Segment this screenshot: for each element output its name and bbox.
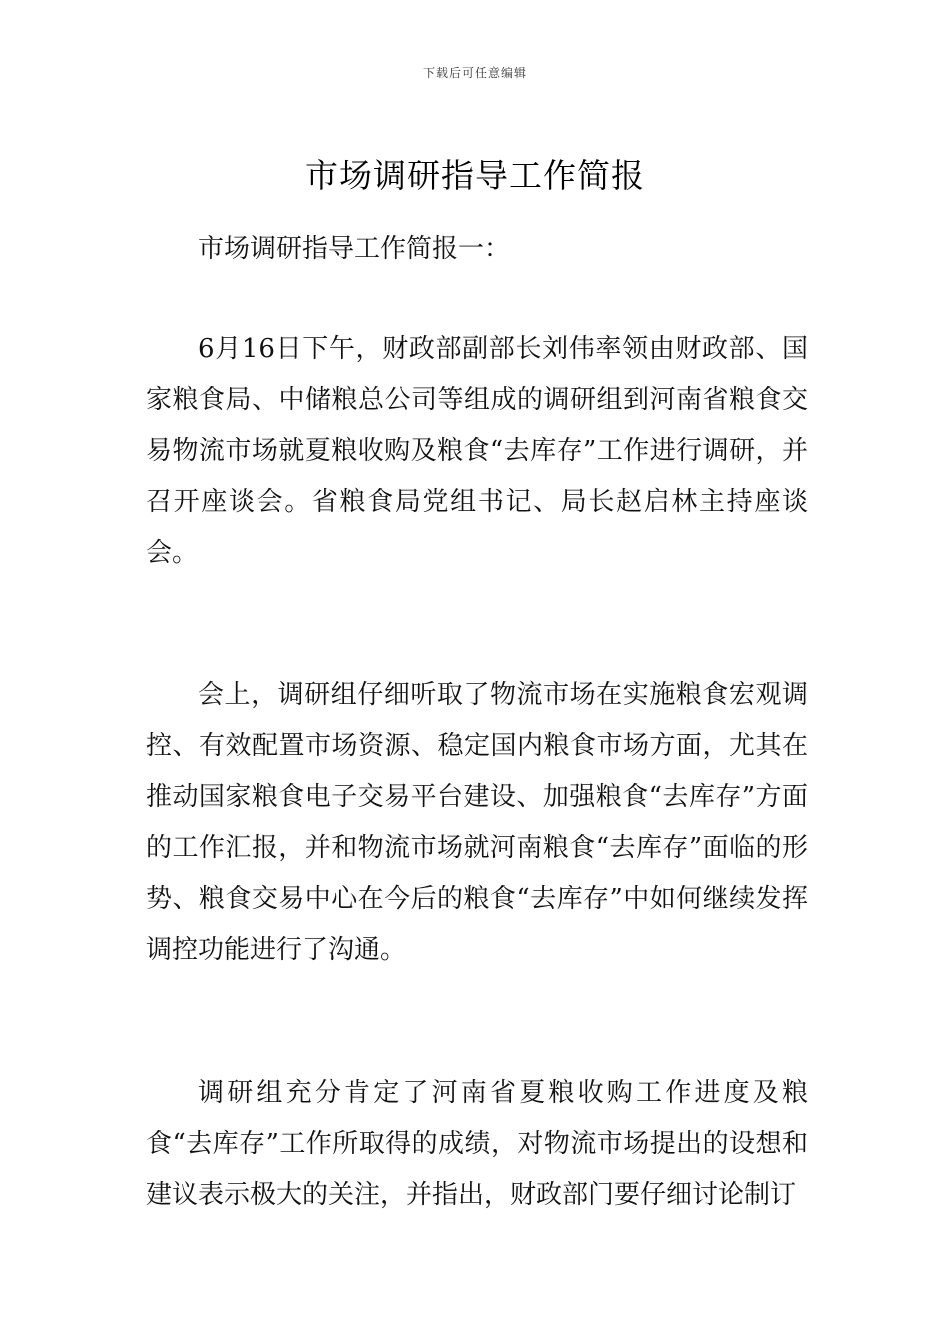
page-title: 市场调研指导工作简报 — [305, 156, 645, 196]
header-note: 下载后可任意编辑 — [422, 66, 527, 80]
paragraph-2: 会上，调研组仔细听取了物流市场在实施粮食宏观调控、有效配置市场资源、稳定国内粮食市场方面，尤其在推动国家粮食电子交易平台建设、加强粮食“去库存”方面的工作汇报，并和物流市场就河南粮食“去库存”面临的形势、粮食交易中心在今后的粮食“去库存”中如何继续发挥调控功能进行了沟通。 — [146, 680, 808, 965]
section-heading: 市场调研指导工作简报一： — [198, 234, 511, 264]
paragraph-3: 调研组充分肯定了河南省夏粮收购工作进度及粮食“去库存”工作所取得的成绩，对物流市场提出的设想和建议表示极大的关注，并指出，财政部门要仔细讨论制订 — [146, 1078, 808, 1210]
paragraph-1: 6月16日下午，财政部副部长刘伟率领由财政部、国家粮食局、中储粮总公司等组成的调研组到河南省粮食交易物流市场就夏粮收购及粮食“去库存”工作进行调研，并召开座谈会。省粮食局党组书记、局长赵启林主持座谈会。 — [146, 334, 808, 568]
